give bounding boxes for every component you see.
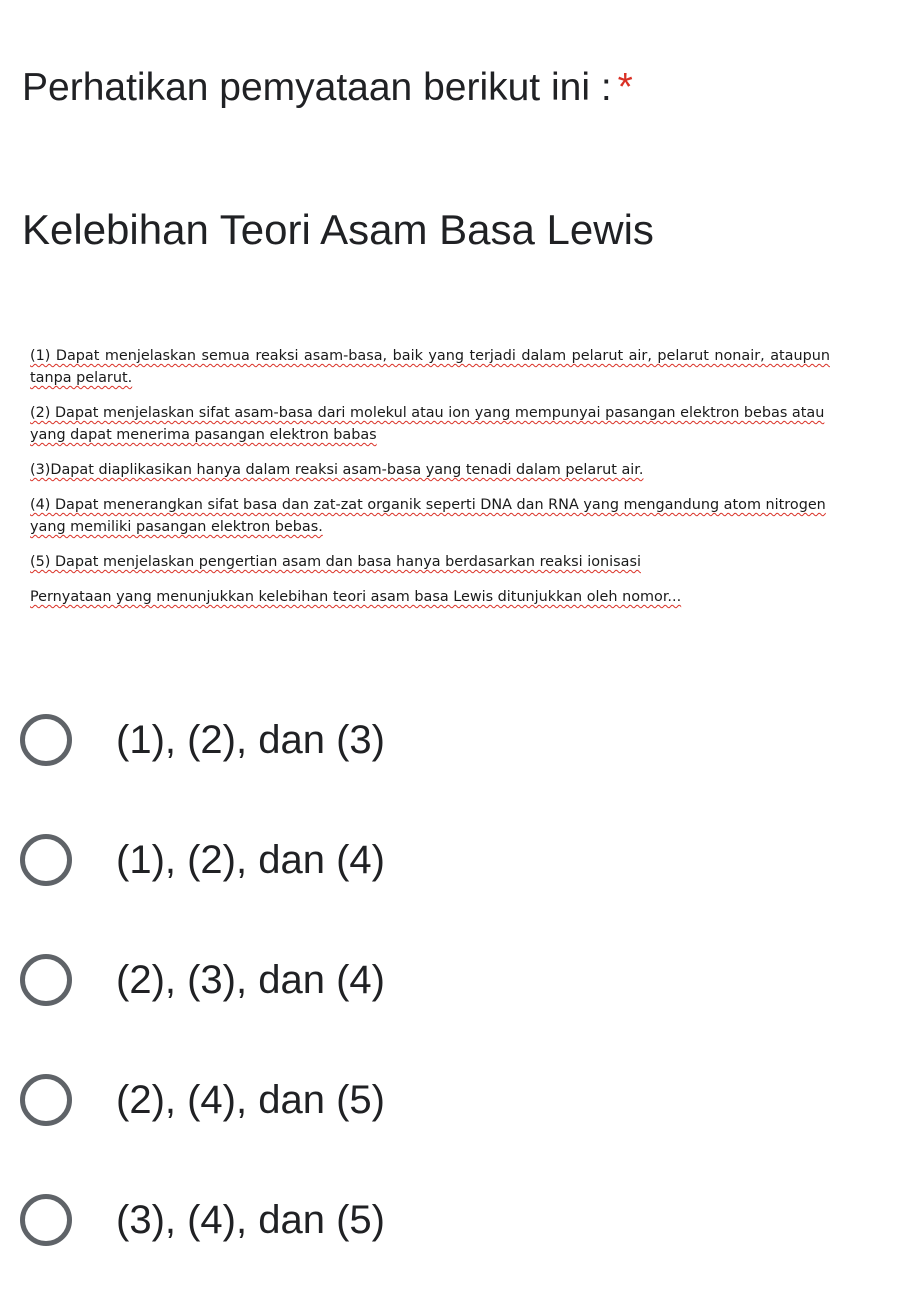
option-label[interactable]: (2), (3), dan (4) bbox=[116, 958, 385, 1002]
radio-button-icon[interactable] bbox=[20, 714, 72, 766]
required-marker: * bbox=[617, 66, 633, 109]
radio-button-icon[interactable] bbox=[20, 1074, 72, 1126]
question-title-text: Perhatikan pemyataan berikut ini : bbox=[22, 66, 612, 109]
option-5[interactable] bbox=[20, 1160, 880, 1280]
option-3[interactable] bbox=[20, 920, 880, 1040]
statement-5: (5) Dapat menjelaskan pengertian asam dan basa hanya berdasarkan reaksi ionisasi bbox=[30, 554, 641, 570]
statement-2: (2) Dapat menjelaskan sifat asam-basa dari molekul atau ion yang mempunyai pasangan elektron bebas atau yang dapat menerima pasangan elektron babas bbox=[30, 405, 825, 443]
question-title bbox=[22, 62, 633, 114]
options-list bbox=[20, 680, 880, 1280]
option-label[interactable]: (2), (4), dan (5) bbox=[116, 1078, 385, 1122]
radio-button-icon[interactable] bbox=[20, 1194, 72, 1246]
question-subtitle: Kelebihan Teori Asam Basa Lewis bbox=[22, 206, 654, 253]
option-label[interactable]: (1), (2), dan (3) bbox=[116, 718, 385, 762]
statement-prompt: Pernyataan yang menunjukkan kelebihan teori asam basa Lewis ditunjukkan oleh nomor... bbox=[30, 589, 682, 605]
option-label[interactable]: (3), (4), dan (5) bbox=[116, 1198, 385, 1242]
radio-button-icon[interactable] bbox=[20, 954, 72, 1006]
option-2[interactable] bbox=[20, 800, 880, 920]
option-1[interactable] bbox=[20, 680, 880, 800]
statement-3: (3)Dapat diaplikasikan hanya dalam reaksi asam-basa yang tenadi dalam pelarut air. bbox=[30, 462, 644, 478]
statement-1: (1) Dapat menjelaskan semua reaksi asam-basa, baik yang terjadi dalam pelarut air, pelarut nonair, ataupun tanpa pelarut. bbox=[30, 348, 830, 386]
option-label[interactable]: (1), (2), dan (4) bbox=[116, 838, 385, 882]
option-4[interactable] bbox=[20, 1040, 880, 1160]
statement-4: (4) Dapat menerangkan sifat basa dan zat-zat organik seperti DNA dan RNA yang mengandung atom nitrogen yang memiliki pasangan elektron bebas. bbox=[30, 497, 826, 535]
statement-image bbox=[30, 345, 830, 621]
radio-button-icon[interactable] bbox=[20, 834, 72, 886]
